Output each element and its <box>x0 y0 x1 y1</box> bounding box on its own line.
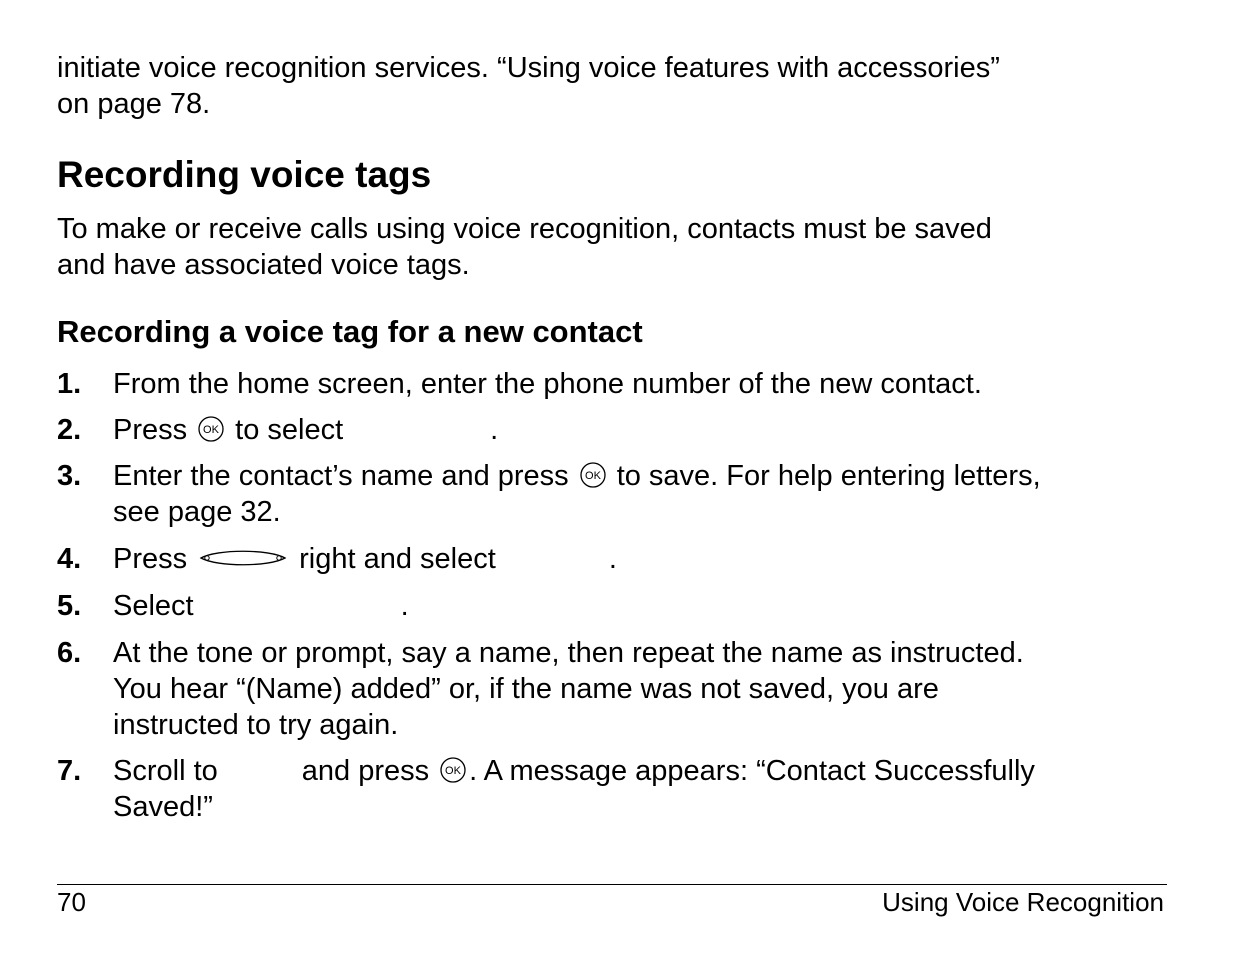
chapter-title: Using Voice Recognition <box>882 887 1164 917</box>
step-text-line-2: You hear “(Name) added” or, if the name was not saved, you are <box>113 673 939 705</box>
step-text-line-2: see page 32. <box>113 496 281 528</box>
step-text-pre: Press <box>113 414 188 446</box>
step-number: 3. <box>57 460 82 492</box>
section-title: Recording voice tags <box>57 154 432 195</box>
step-text-end: . <box>490 414 499 446</box>
step-text <box>113 541 617 577</box>
step-text-pre: Select <box>113 590 194 622</box>
step-text <box>113 588 409 624</box>
step-number: 1. <box>57 368 82 400</box>
ok-key-icon <box>579 461 607 489</box>
navigation-key-icon <box>197 546 289 570</box>
step-text-line-1: At the tone or prompt, say a name, then repeat the name as instructed. <box>113 637 1024 669</box>
step-number: 6. <box>57 637 82 669</box>
step-text <box>113 753 1035 825</box>
step-text-post: to select <box>235 414 344 446</box>
step-text-post: . A message appears: “Contact Successfully <box>469 755 1035 787</box>
step-text-mid: and press <box>301 755 430 787</box>
step-text-post: right and select <box>299 543 496 575</box>
step-text-post: to save. For help entering letters, <box>616 460 1041 492</box>
step-text: From the home screen, enter the phone number of the new contact. <box>113 368 982 400</box>
step-text-line-3: instructed to try again. <box>113 709 399 741</box>
step-number: 7. <box>57 755 82 787</box>
step-text-pre: Press <box>113 543 188 575</box>
intro-line-2: on page 78. <box>57 88 211 120</box>
section-paragraph-line-2: and have associated voice tags. <box>57 249 470 281</box>
ok-key-icon <box>197 415 225 443</box>
manual-page <box>57 0 1167 954</box>
step-text-pre: Scroll to <box>113 755 218 787</box>
step-text <box>113 635 1024 743</box>
step-number: 5. <box>57 590 82 622</box>
intro-line-1: initiate voice recognition services. “Using voice features with accessories” <box>57 52 1000 84</box>
ok-key-icon <box>439 756 467 784</box>
step-text-end: . <box>400 590 409 622</box>
step-text <box>113 458 1041 530</box>
step-text <box>113 412 498 448</box>
subsection-title: Recording a voice tag for a new contact <box>57 314 643 349</box>
step-text-end: . <box>608 543 617 575</box>
step-text-pre: Enter the contact’s name and press <box>113 460 569 492</box>
step-text-line-2: Saved!” <box>113 791 213 823</box>
page-number: 70 <box>57 887 86 917</box>
step-number: 4. <box>57 543 82 575</box>
section-paragraph-line-1: To make or receive calls using voice recognition, contacts must be saved <box>57 213 992 245</box>
footer-divider <box>57 884 1167 885</box>
step-number: 2. <box>57 414 82 446</box>
